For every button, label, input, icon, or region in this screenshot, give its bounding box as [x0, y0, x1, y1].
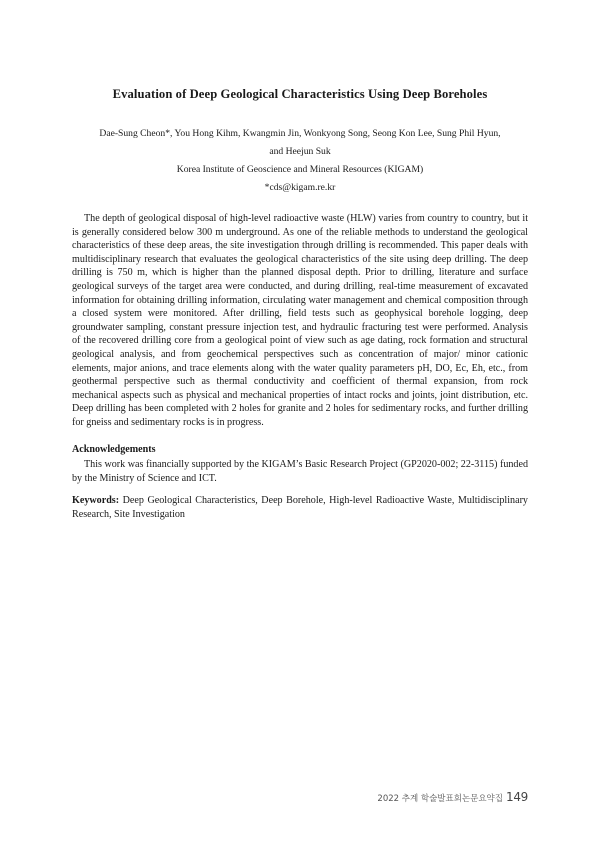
- acknowledgements-heading: Acknowledgements: [72, 444, 156, 455]
- acknowledgements-text: This work was financially supported by the KIGAM’s Basic Research Project (GP2020-002; 22-3115) funded by the Ministry of Science and ICT.: [72, 459, 528, 484]
- keywords-list: Deep Geological Characteristics, Deep Borehole, High-level Radioactive Waste, Multidisciplinary Research, Site Investigation: [72, 495, 528, 520]
- abstract-text: The depth of geological disposal of high-level radioactive waste (HLW) varies from country to country, but it is generally considered below 300 m underground. As one of the reliable methods to understand the geological characteristics of these deep areas, the site investigation through drilling is recommended. This paper deals with multidisciplinary research that evaluates the geological characteristics of the site using deep drilling. The deep drilling is 750 m, which is higher than the planned disposal depth. Prior to drilling, literature and surface geological surveys of the target area were conducted, and during drilling, real-time measurement of excavated information for obtaining drilling information, circulating water management and chemical composition through a closed system were monitored. After drilling, field tests such as geophysical borehole logging, deep groundwater sampling, constant pressure injection test, and hydraulic fracturing test were performed. Analysis of the recovered drilling core from a geological point of view such as age dating, rock formation and structural geological analysis, and from geochemical perspectives such as concentration of major/ minor cationic elements, major anions, and trace elements along with the water quality parameters pH, DO, Ec, Eh, etc., from geothermal perspective such as thermal conductivity and coefficient of thermal expansion, from rock mechanical aspects such as physical and mechanical properties of intact rocks and joints, joint distribution, etc. Deep drilling has been completed with 2 holes for granite and 2 holes for sedimentary rocks, and further drilling for gneiss and sedimentary rocks is in progress.: [72, 213, 528, 428]
- proceedings-title: 2022 추계 학술발표회논문요약집: [377, 794, 503, 804]
- authors-line-2: and Heejun Suk: [269, 146, 331, 157]
- keywords-label: Keywords:: [72, 495, 120, 506]
- paper-title: Evaluation of Deep Geological Characteristics Using Deep Boreholes: [112, 87, 488, 101]
- page-footer: [377, 790, 528, 804]
- keywords-paragraph: [72, 494, 528, 521]
- affiliation: Korea Institute of Geoscience and Mineral Resources (KIGAM): [176, 164, 424, 175]
- author-block: [60, 125, 540, 197]
- page-number: 149: [505, 790, 528, 804]
- authors-line-1: Dae-Sung Cheon*, You Hong Kihm, Kwangmin Jin, Wonkyong Song, Seong Kon Lee, Sung Phil Hyun,: [99, 128, 501, 139]
- author-email: *cds@kigam.re.kr: [264, 182, 336, 193]
